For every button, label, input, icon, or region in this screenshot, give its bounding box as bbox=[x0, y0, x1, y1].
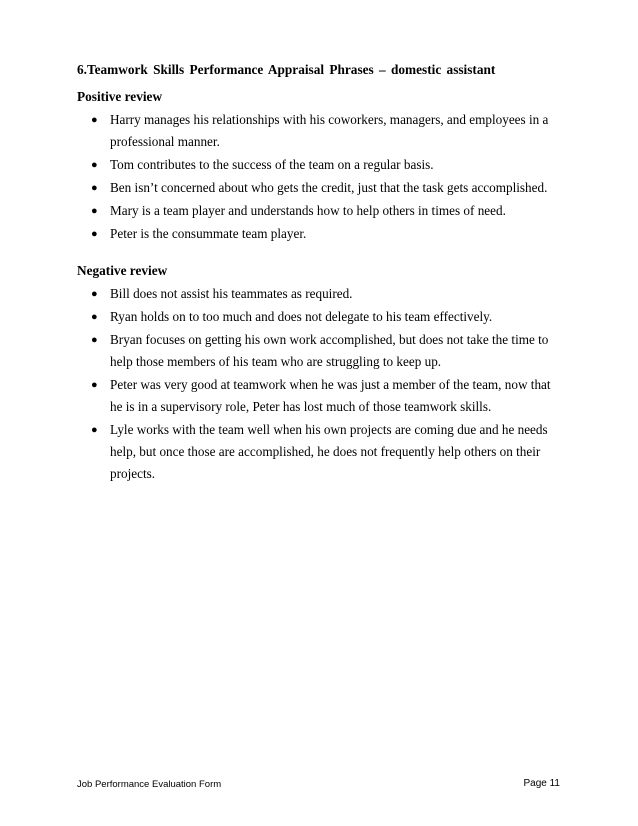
negative-review-heading: Negative review bbox=[77, 263, 168, 278]
footer-page-number: Page 11 bbox=[523, 778, 560, 789]
list-item: ● Mary is a team player and understands how to help others in times of need. bbox=[90, 200, 560, 222]
bullet-icon: ● bbox=[91, 288, 98, 300]
list-item: ● Peter was very good at teamwork when he was just a member of the team, now that he is in a supervisory role, Peter has lost much of those teamwork skills. bbox=[90, 374, 560, 418]
list-item: ● Tom contributes to the success of the team on a regular basis. bbox=[90, 154, 560, 176]
list-item: ● Lyle works with the team well when his own projects are coming due and he needs help, but once those are accomplished, he does not frequently help others on their projects. bbox=[90, 419, 560, 485]
bullet-icon: ● bbox=[91, 379, 98, 391]
bullet-icon: ● bbox=[91, 228, 98, 240]
list-item: ● Bill does not assist his teammates as required. bbox=[90, 283, 560, 305]
list-item: ● Ryan holds on to too much and does not delegate to his team effectively. bbox=[90, 306, 560, 328]
bullet-icon: ● bbox=[91, 334, 98, 346]
bullet-icon: ● bbox=[91, 159, 98, 171]
bullet-icon: ● bbox=[91, 424, 98, 436]
positive-review-heading: Positive review bbox=[77, 89, 163, 104]
page-title: 6.Teamwork Skills Performance Appraisal Phrases – domestic assistant bbox=[77, 62, 496, 77]
bullet-icon: ● bbox=[91, 311, 98, 323]
negative-review-list bbox=[90, 283, 560, 486]
footer-form-name: Job Performance Evaluation Form bbox=[77, 779, 222, 790]
list-item: ● Harry manages his relationships with his coworkers, managers, and employees in a professional manner. bbox=[90, 109, 560, 153]
bullet-icon: ● bbox=[91, 182, 98, 194]
list-item: ● Bryan focuses on getting his own work accomplished, but does not take the time to help those members of his team who are struggling to keep up. bbox=[90, 329, 560, 373]
list-item: ● Peter is the consummate team player. bbox=[90, 223, 560, 245]
positive-review-list bbox=[90, 109, 560, 246]
bullet-icon: ● bbox=[91, 114, 98, 126]
bullet-icon: ● bbox=[91, 205, 98, 217]
list-item: ● Ben isn’t concerned about who gets the credit, just that the task gets accomplished. bbox=[90, 177, 560, 199]
